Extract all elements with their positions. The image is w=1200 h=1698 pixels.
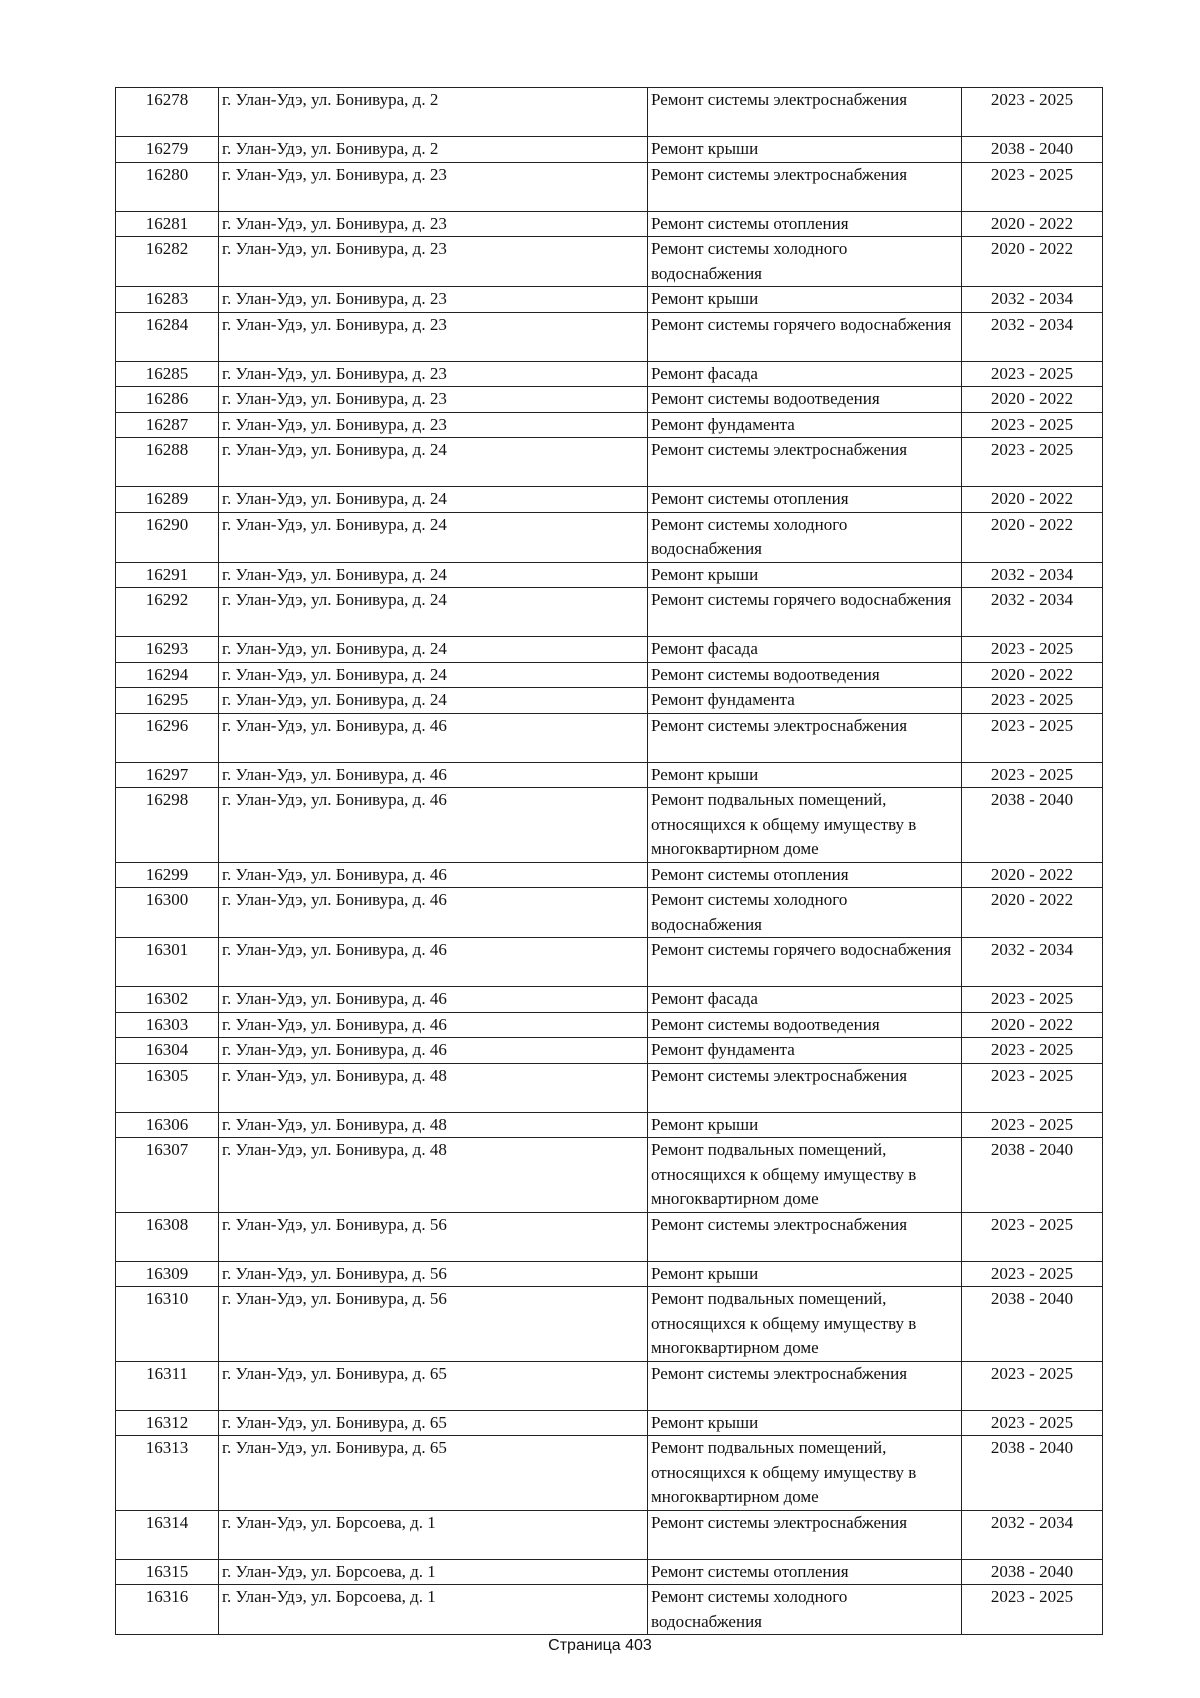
- work-type-cell: Ремонт системы горячего водоснабжения: [648, 312, 962, 361]
- table-row: [116, 938, 1103, 987]
- table-row: [116, 1585, 1103, 1635]
- address-cell: г. Улан-Удэ, ул. Бонивура, д. 65: [219, 1436, 648, 1511]
- period-cell: 2023 - 2025: [962, 762, 1103, 788]
- work-type-cell: Ремонт системы водоотведения: [648, 387, 962, 413]
- period-cell: 2023 - 2025: [962, 713, 1103, 762]
- work-type-cell: Ремонт фундамента: [648, 412, 962, 438]
- work-type-cell: Ремонт фундамента: [648, 688, 962, 714]
- table-row: [116, 438, 1103, 487]
- address-cell: г. Улан-Удэ, ул. Бонивура, д. 23: [219, 237, 648, 287]
- table-row: [116, 387, 1103, 413]
- row-number-cell: 16285: [116, 361, 219, 387]
- period-cell: 2023 - 2025: [962, 412, 1103, 438]
- row-number-cell: 16291: [116, 562, 219, 588]
- row-number-cell: 16304: [116, 1038, 219, 1064]
- period-cell: 2020 - 2022: [962, 862, 1103, 888]
- work-type-cell: Ремонт системы отопления: [648, 1559, 962, 1585]
- period-cell: 2023 - 2025: [962, 987, 1103, 1013]
- row-number-cell: 16289: [116, 487, 219, 513]
- work-type-cell: Ремонт системы холодного водоснабжения: [648, 888, 962, 938]
- period-cell: 2023 - 2025: [962, 162, 1103, 211]
- address-cell: г. Улан-Удэ, ул. Бонивура, д. 48: [219, 1138, 648, 1213]
- address-cell: г. Улан-Удэ, ул. Бонивура, д. 23: [219, 412, 648, 438]
- row-number-cell: 16306: [116, 1112, 219, 1138]
- table-row: [116, 512, 1103, 562]
- table-row: [116, 1361, 1103, 1410]
- work-type-cell: Ремонт системы электроснабжения: [648, 1063, 962, 1112]
- period-cell: 2023 - 2025: [962, 438, 1103, 487]
- address-cell: г. Улан-Удэ, ул. Борсоева, д. 1: [219, 1585, 648, 1635]
- address-cell: г. Улан-Удэ, ул. Бонивура, д. 23: [219, 287, 648, 313]
- period-cell: 2020 - 2022: [962, 512, 1103, 562]
- period-cell: 2023 - 2025: [962, 1038, 1103, 1064]
- row-number-cell: 16298: [116, 788, 219, 863]
- work-type-cell: Ремонт крыши: [648, 1112, 962, 1138]
- row-number-cell: 16278: [116, 88, 219, 137]
- address-cell: г. Улан-Удэ, ул. Бонивура, д. 24: [219, 487, 648, 513]
- period-cell: 2023 - 2025: [962, 1261, 1103, 1287]
- table-row: [116, 1038, 1103, 1064]
- work-type-cell: Ремонт системы отопления: [648, 211, 962, 237]
- row-number-cell: 16314: [116, 1510, 219, 1559]
- address-cell: г. Улан-Удэ, ул. Бонивура, д. 46: [219, 862, 648, 888]
- row-number-cell: 16284: [116, 312, 219, 361]
- address-cell: г. Улан-Удэ, ул. Бонивура, д. 2: [219, 88, 648, 137]
- address-cell: г. Улан-Удэ, ул. Бонивура, д. 24: [219, 588, 648, 637]
- address-cell: г. Улан-Удэ, ул. Бонивура, д. 24: [219, 637, 648, 663]
- address-cell: г. Улан-Удэ, ул. Бонивура, д. 24: [219, 562, 648, 588]
- table-row: [116, 361, 1103, 387]
- row-number-cell: 16279: [116, 137, 219, 163]
- table-row: [116, 862, 1103, 888]
- row-number-cell: 16290: [116, 512, 219, 562]
- work-type-cell: Ремонт системы водоотведения: [648, 1012, 962, 1038]
- row-number-cell: 16309: [116, 1261, 219, 1287]
- row-number-cell: 16299: [116, 862, 219, 888]
- address-cell: г. Улан-Удэ, ул. Бонивура, д. 48: [219, 1112, 648, 1138]
- address-cell: г. Улан-Удэ, ул. Бонивура, д. 24: [219, 512, 648, 562]
- address-cell: г. Улан-Удэ, ул. Бонивура, д. 65: [219, 1410, 648, 1436]
- row-number-cell: 16282: [116, 237, 219, 287]
- table-row: [116, 562, 1103, 588]
- period-cell: 2038 - 2040: [962, 1436, 1103, 1511]
- row-number-cell: 16302: [116, 987, 219, 1013]
- table-row: [116, 1559, 1103, 1585]
- work-type-cell: Ремонт системы электроснабжения: [648, 438, 962, 487]
- work-type-cell: Ремонт подвальных помещений, относящихся к общему имуществу в многоквартирном доме: [648, 788, 962, 863]
- work-type-cell: Ремонт фундамента: [648, 1038, 962, 1064]
- period-cell: 2023 - 2025: [962, 361, 1103, 387]
- row-number-cell: 16313: [116, 1436, 219, 1511]
- table-row: [116, 1261, 1103, 1287]
- table-row: [116, 287, 1103, 313]
- repair-schedule-table: [115, 87, 1103, 1635]
- work-type-cell: Ремонт системы электроснабжения: [648, 1510, 962, 1559]
- period-cell: 2038 - 2040: [962, 1559, 1103, 1585]
- period-cell: 2038 - 2040: [962, 1138, 1103, 1213]
- period-cell: 2038 - 2040: [962, 1287, 1103, 1362]
- work-type-cell: Ремонт системы холодного водоснабжения: [648, 512, 962, 562]
- address-cell: г. Улан-Удэ, ул. Борсоева, д. 1: [219, 1559, 648, 1585]
- table-row: [116, 1112, 1103, 1138]
- table-row: [116, 1287, 1103, 1362]
- work-type-cell: Ремонт фасада: [648, 987, 962, 1013]
- row-number-cell: 16308: [116, 1212, 219, 1261]
- work-type-cell: Ремонт системы холодного водоснабжения: [648, 1585, 962, 1635]
- row-number-cell: 16281: [116, 211, 219, 237]
- work-type-cell: Ремонт системы электроснабжения: [648, 1212, 962, 1261]
- address-cell: г. Улан-Удэ, ул. Бонивура, д. 23: [219, 312, 648, 361]
- period-cell: 2023 - 2025: [962, 1212, 1103, 1261]
- work-type-cell: Ремонт крыши: [648, 762, 962, 788]
- table-row: [116, 487, 1103, 513]
- period-cell: 2032 - 2034: [962, 312, 1103, 361]
- address-cell: г. Улан-Удэ, ул. Бонивура, д. 46: [219, 888, 648, 938]
- row-number-cell: 16307: [116, 1138, 219, 1213]
- period-cell: 2023 - 2025: [962, 1585, 1103, 1635]
- work-type-cell: Ремонт системы электроснабжения: [648, 162, 962, 211]
- table-row: [116, 987, 1103, 1013]
- address-cell: г. Улан-Удэ, ул. Бонивура, д. 24: [219, 438, 648, 487]
- work-type-cell: Ремонт системы горячего водоснабжения: [648, 588, 962, 637]
- period-cell: 2023 - 2025: [962, 88, 1103, 137]
- work-type-cell: Ремонт системы электроснабжения: [648, 1361, 962, 1410]
- table-row: [116, 237, 1103, 287]
- table-row: [116, 888, 1103, 938]
- table-row: [116, 211, 1103, 237]
- address-cell: г. Улан-Удэ, ул. Бонивура, д. 24: [219, 688, 648, 714]
- row-number-cell: 16296: [116, 713, 219, 762]
- period-cell: 2032 - 2034: [962, 562, 1103, 588]
- work-type-cell: Ремонт системы отопления: [648, 862, 962, 888]
- address-cell: г. Улан-Удэ, ул. Бонивура, д. 23: [219, 361, 648, 387]
- address-cell: г. Улан-Удэ, ул. Бонивура, д. 46: [219, 987, 648, 1013]
- work-type-cell: Ремонт фасада: [648, 637, 962, 663]
- table-row: [116, 637, 1103, 663]
- table-row: [116, 762, 1103, 788]
- table-row: [116, 1063, 1103, 1112]
- table-row: [116, 312, 1103, 361]
- table-row: [116, 137, 1103, 163]
- period-cell: 2032 - 2034: [962, 1510, 1103, 1559]
- address-cell: г. Улан-Удэ, ул. Бонивура, д. 56: [219, 1261, 648, 1287]
- period-cell: 2023 - 2025: [962, 1112, 1103, 1138]
- work-type-cell: Ремонт системы отопления: [648, 487, 962, 513]
- table-row: [116, 88, 1103, 137]
- period-cell: 2020 - 2022: [962, 1012, 1103, 1038]
- row-number-cell: 16292: [116, 588, 219, 637]
- work-type-cell: Ремонт системы электроснабжения: [648, 88, 962, 137]
- address-cell: г. Улан-Удэ, ул. Борсоева, д. 1: [219, 1510, 648, 1559]
- row-number-cell: 16305: [116, 1063, 219, 1112]
- address-cell: г. Улан-Удэ, ул. Бонивура, д. 24: [219, 662, 648, 688]
- row-number-cell: 16312: [116, 1410, 219, 1436]
- row-number-cell: 16316: [116, 1585, 219, 1635]
- table-body: [116, 88, 1103, 1635]
- row-number-cell: 16295: [116, 688, 219, 714]
- address-cell: г. Улан-Удэ, ул. Бонивура, д. 65: [219, 1361, 648, 1410]
- work-type-cell: Ремонт крыши: [648, 287, 962, 313]
- address-cell: г. Улан-Удэ, ул. Бонивура, д. 23: [219, 387, 648, 413]
- document-page: [115, 87, 1102, 1635]
- row-number-cell: 16310: [116, 1287, 219, 1362]
- period-cell: 2023 - 2025: [962, 1361, 1103, 1410]
- work-type-cell: Ремонт подвальных помещений, относящихся к общему имуществу в многоквартирном доме: [648, 1287, 962, 1362]
- table-row: [116, 1436, 1103, 1511]
- row-number-cell: 16293: [116, 637, 219, 663]
- period-cell: 2023 - 2025: [962, 637, 1103, 663]
- address-cell: г. Улан-Удэ, ул. Бонивура, д. 23: [219, 211, 648, 237]
- address-cell: г. Улан-Удэ, ул. Бонивура, д. 48: [219, 1063, 648, 1112]
- table-row: [116, 162, 1103, 211]
- address-cell: г. Улан-Удэ, ул. Бонивура, д. 56: [219, 1287, 648, 1362]
- period-cell: 2032 - 2034: [962, 588, 1103, 637]
- address-cell: г. Улан-Удэ, ул. Бонивура, д. 46: [219, 713, 648, 762]
- period-cell: 2020 - 2022: [962, 211, 1103, 237]
- address-cell: г. Улан-Удэ, ул. Бонивура, д. 46: [219, 1038, 648, 1064]
- work-type-cell: Ремонт системы холодного водоснабжения: [648, 237, 962, 287]
- work-type-cell: Ремонт подвальных помещений, относящихся к общему имуществу в многоквартирном доме: [648, 1138, 962, 1213]
- period-cell: 2023 - 2025: [962, 688, 1103, 714]
- period-cell: 2023 - 2025: [962, 1063, 1103, 1112]
- address-cell: г. Улан-Удэ, ул. Бонивура, д. 46: [219, 788, 648, 863]
- row-number-cell: 16300: [116, 888, 219, 938]
- period-cell: 2020 - 2022: [962, 487, 1103, 513]
- table-row: [116, 1138, 1103, 1213]
- address-cell: г. Улан-Удэ, ул. Бонивура, д. 46: [219, 1012, 648, 1038]
- table-row: [116, 1510, 1103, 1559]
- row-number-cell: 16288: [116, 438, 219, 487]
- table-row: [116, 588, 1103, 637]
- row-number-cell: 16311: [116, 1361, 219, 1410]
- row-number-cell: 16280: [116, 162, 219, 211]
- period-cell: 2020 - 2022: [962, 237, 1103, 287]
- period-cell: 2032 - 2034: [962, 938, 1103, 987]
- table-row: [116, 662, 1103, 688]
- work-type-cell: Ремонт системы водоотведения: [648, 662, 962, 688]
- row-number-cell: 16287: [116, 412, 219, 438]
- work-type-cell: Ремонт фасада: [648, 361, 962, 387]
- period-cell: 2020 - 2022: [962, 387, 1103, 413]
- row-number-cell: 16315: [116, 1559, 219, 1585]
- work-type-cell: Ремонт крыши: [648, 137, 962, 163]
- work-type-cell: Ремонт крыши: [648, 1261, 962, 1287]
- address-cell: г. Улан-Удэ, ул. Бонивура, д. 46: [219, 938, 648, 987]
- table-row: [116, 788, 1103, 863]
- row-number-cell: 16286: [116, 387, 219, 413]
- table-row: [116, 1410, 1103, 1436]
- row-number-cell: 16297: [116, 762, 219, 788]
- work-type-cell: Ремонт подвальных помещений, относящихся к общему имуществу в многоквартирном доме: [648, 1436, 962, 1511]
- row-number-cell: 16294: [116, 662, 219, 688]
- table-row: [116, 412, 1103, 438]
- period-cell: 2023 - 2025: [962, 1410, 1103, 1436]
- period-cell: 2038 - 2040: [962, 137, 1103, 163]
- row-number-cell: 16301: [116, 938, 219, 987]
- work-type-cell: Ремонт системы электроснабжения: [648, 713, 962, 762]
- address-cell: г. Улан-Удэ, ул. Бонивура, д. 46: [219, 762, 648, 788]
- row-number-cell: 16283: [116, 287, 219, 313]
- table-row: [116, 688, 1103, 714]
- table-row: [116, 1212, 1103, 1261]
- address-cell: г. Улан-Удэ, ул. Бонивура, д. 56: [219, 1212, 648, 1261]
- period-cell: 2020 - 2022: [962, 662, 1103, 688]
- work-type-cell: Ремонт крыши: [648, 1410, 962, 1436]
- period-cell: 2020 - 2022: [962, 888, 1103, 938]
- table-row: [116, 1012, 1103, 1038]
- row-number-cell: 16303: [116, 1012, 219, 1038]
- period-cell: 2032 - 2034: [962, 287, 1103, 313]
- page-footer: Страница 403: [548, 1637, 652, 1654]
- address-cell: г. Улан-Удэ, ул. Бонивура, д. 2: [219, 137, 648, 163]
- work-type-cell: Ремонт системы горячего водоснабжения: [648, 938, 962, 987]
- period-cell: 2038 - 2040: [962, 788, 1103, 863]
- address-cell: г. Улан-Удэ, ул. Бонивура, д. 23: [219, 162, 648, 211]
- work-type-cell: Ремонт крыши: [648, 562, 962, 588]
- table-row: [116, 713, 1103, 762]
